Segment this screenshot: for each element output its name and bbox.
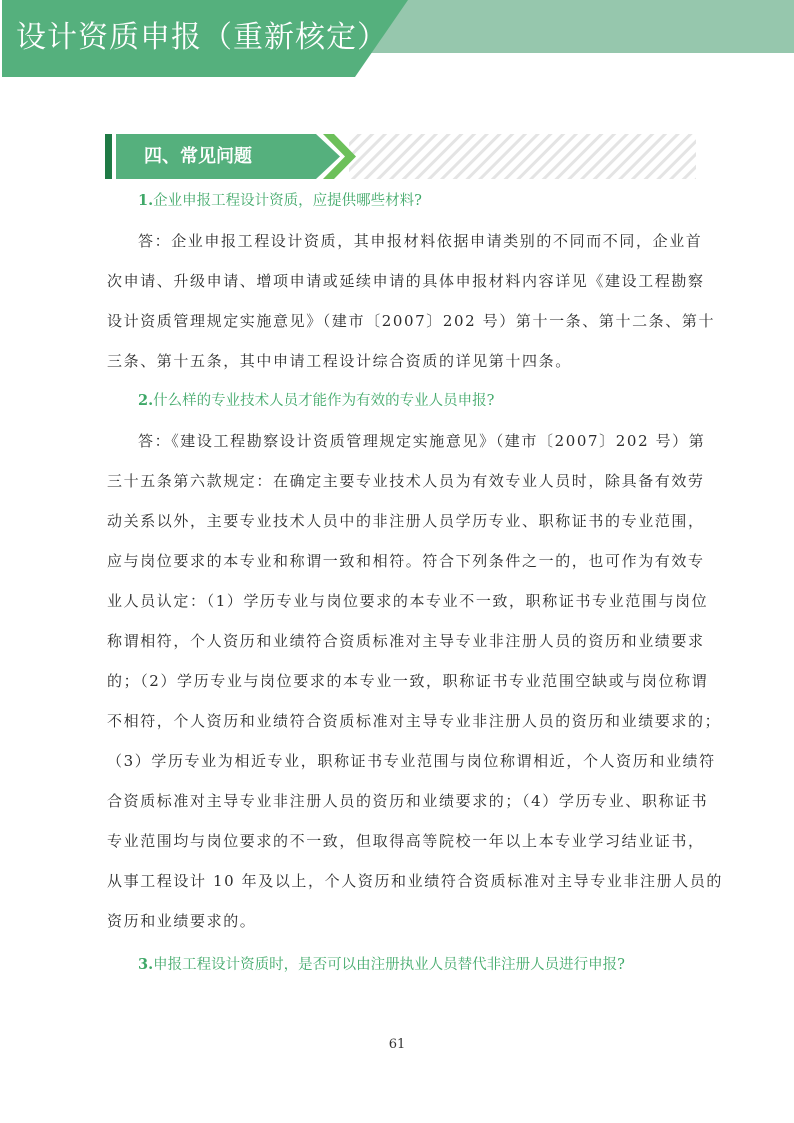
faq-question-1: 1.企业申报工程设计资质，应提供哪些材料?	[138, 192, 422, 209]
answer-line: 应与岗位要求的本专业和称谓一致和相符。符合下列条件之一的，也可作为有效专	[107, 552, 705, 570]
answer-line: 从事工程设计 10 年及以上，个人资历和业绩符合资质标准对主导专业非注册人员的	[107, 872, 724, 890]
faq-question-3: 3.申报工程设计资质时，是否可以由注册执业人员替代非注册人员进行申报?	[138, 956, 625, 973]
answer-line: 答：企业申报工程设计资质，其申报材料依据申请类别的不同而不同，企业首	[138, 232, 703, 250]
page-header	[0, 0, 794, 78]
answer-line: 次申请、升级申请、增项申请或延续申请的具体申报材料内容详见《建设工程勘察	[107, 272, 705, 290]
answer-line: （3）学历专业为相近专业，职称证书专业范围与岗位称谓相近，个人资历和业绩符	[107, 752, 716, 770]
faq-answer-2	[107, 421, 724, 941]
faq-question-2: 2.什么样的专业技术人员才能作为有效的专业人员申报?	[138, 392, 495, 409]
header-title: 设计资质申报（重新核定）	[16, 20, 388, 55]
faq-answer-1	[107, 221, 716, 381]
answer-line: 动关系以外，主要专业技术人员中的非注册人员学历专业、职称证书的专业范围，	[107, 512, 705, 530]
answer-line: 设计资质管理规定实施意见》（建市〔2007〕202 号）第十一条、第十二条、第十	[107, 312, 716, 330]
page-number: 61	[388, 1037, 406, 1052]
answer-line: 三十五条第六款规定：在确定主要专业技术人员为有效专业人员时，除具备有效劳	[107, 472, 705, 490]
answer-line: 答：《建设工程勘察设计资质管理规定实施意见》（建市〔2007〕202 号）第	[138, 432, 706, 450]
faq-content	[107, 181, 724, 985]
answer-line: 资历和业绩要求的。	[107, 912, 257, 930]
answer-line: 称谓相符，个人资历和业绩符合资质标准对主导专业非注册人员的资历和业绩要求	[107, 632, 705, 650]
answer-line: 业人员认定：（1）学历专业与岗位要求的本专业不一致，职称证书专业范围与岗位	[107, 592, 709, 610]
answer-line: 合资质标准对主导专业非注册人员的资历和业绩要求的；（4）学历专业、职称证书	[107, 792, 709, 810]
section-title: 四、常见问题	[144, 146, 252, 167]
section-banner	[104, 133, 696, 180]
answer-line: 的；（2）学历专业与岗位要求的本专业一致，职称证书专业范围空缺或与岗位称谓	[107, 672, 709, 690]
answer-line: 不相符，个人资历和业绩符合资质标准对主导专业非注册人员的资历和业绩要求的；	[107, 712, 722, 730]
answer-line: 专业范围均与岗位要求的不一致，但取得高等院校一年以上本专业学习结业证书，	[107, 832, 705, 850]
answer-line: 三条、第十五条，其中申请工程设计综合资质的详见第十四条。	[107, 352, 572, 370]
